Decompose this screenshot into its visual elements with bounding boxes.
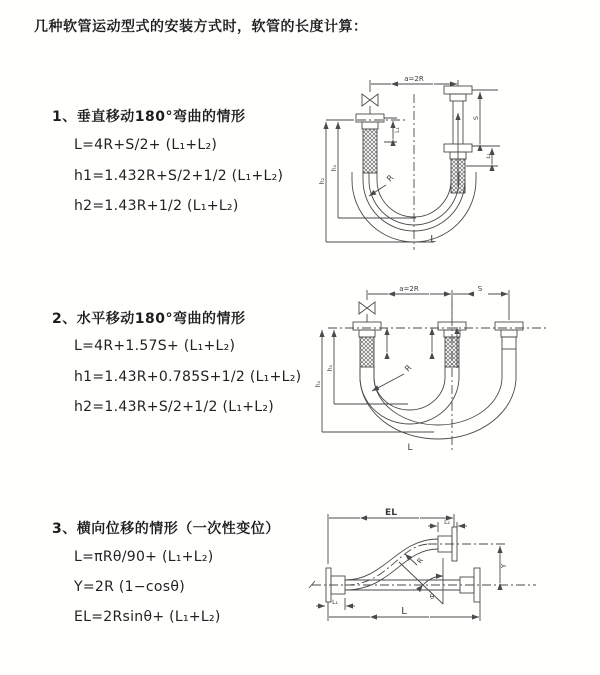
hose-displaced-top-wall	[345, 539, 438, 580]
diagram-horizontal-180-bend	[312, 280, 588, 462]
hose-large-u-outer	[360, 349, 516, 439]
formula-h2-section-2: h2=1.43R+S/2+1/2 (L₁+L₂)	[74, 399, 275, 415]
flange-left	[356, 114, 384, 122]
formula-l-section-1: L=4R+S/2+ (L₁+L₂)	[74, 137, 218, 153]
dim-label-s: S	[472, 115, 480, 121]
valve-icon	[362, 94, 378, 114]
dim-label-l1: L₁	[394, 127, 401, 133]
dim-label-a2r: a=2R	[399, 285, 419, 293]
dim-label-l: L	[430, 234, 436, 245]
dim-label-l1: L₁	[332, 599, 338, 606]
formula-h1-section-2: h1=1.43R+0.785S+1/2 (L₁+L₂)	[74, 369, 302, 385]
formula-l-section-2: L=4R+1.57S+ (L₁+L₂)	[74, 338, 236, 354]
dim-label-y: Y	[500, 563, 508, 569]
braided-hose-left	[360, 337, 374, 367]
dim-label-h1: h₁	[327, 364, 334, 372]
formula-y-section-3: Y=2R (1−cosθ)	[74, 579, 185, 595]
section-2-heading: 2、水平移动180°弯曲的情形	[52, 311, 246, 327]
diagram-lateral-displacement	[300, 502, 592, 642]
braided-hose-left	[363, 129, 377, 173]
formula-h2-section-1: h2=1.43R+1/2 (L₁+L₂)	[74, 198, 239, 214]
dim-label-r: R	[403, 363, 414, 374]
valve-icon	[359, 302, 375, 322]
dim-label-s: S	[477, 285, 483, 293]
dim-label-r: R	[385, 173, 396, 184]
dim-label-el: EL	[385, 508, 397, 518]
dim-label-l2: L₂	[486, 153, 492, 159]
dim-label-r: R	[415, 556, 426, 566]
section-1-heading: 1、垂直移动180°弯曲的情形	[52, 109, 246, 125]
hose-small-u-outer	[360, 367, 459, 424]
formula-el-section-3: EL=2Rsinθ+ (L₁+L₂)	[74, 609, 221, 625]
dim-label-h2: h₂	[319, 177, 326, 185]
formula-l-section-3: L=πRθ/90+ (L₁+L₂)	[74, 549, 214, 565]
page-title: 几种软管运动型式的安装方式时，软管的长度计算：	[34, 19, 368, 35]
dim-label-l2: L₂	[444, 519, 450, 526]
dim-label-l: L	[407, 443, 413, 453]
diagram-vertical-180-bend	[312, 68, 588, 260]
dim-label-l: L	[401, 606, 407, 617]
flange-left	[353, 322, 381, 330]
angle-arc	[423, 576, 443, 585]
hose-large-u-inner	[374, 349, 502, 425]
break-mark	[309, 581, 315, 588]
formula-h1-section-1: h1=1.432R+S/2+1/2 (L₁+L₂)	[74, 168, 284, 184]
dim-label-h2: h₂	[315, 380, 322, 388]
dim-label-h1: h₁	[331, 164, 338, 172]
flange-right-moved	[495, 322, 523, 330]
section-3-heading: 3、横向位移的情形（一次性变位）	[52, 521, 280, 537]
dim-label-a2r: a=2R	[404, 75, 424, 83]
dim-label-theta: θ	[429, 593, 435, 601]
radius-line	[399, 562, 443, 604]
flange-right-upper	[444, 86, 472, 94]
